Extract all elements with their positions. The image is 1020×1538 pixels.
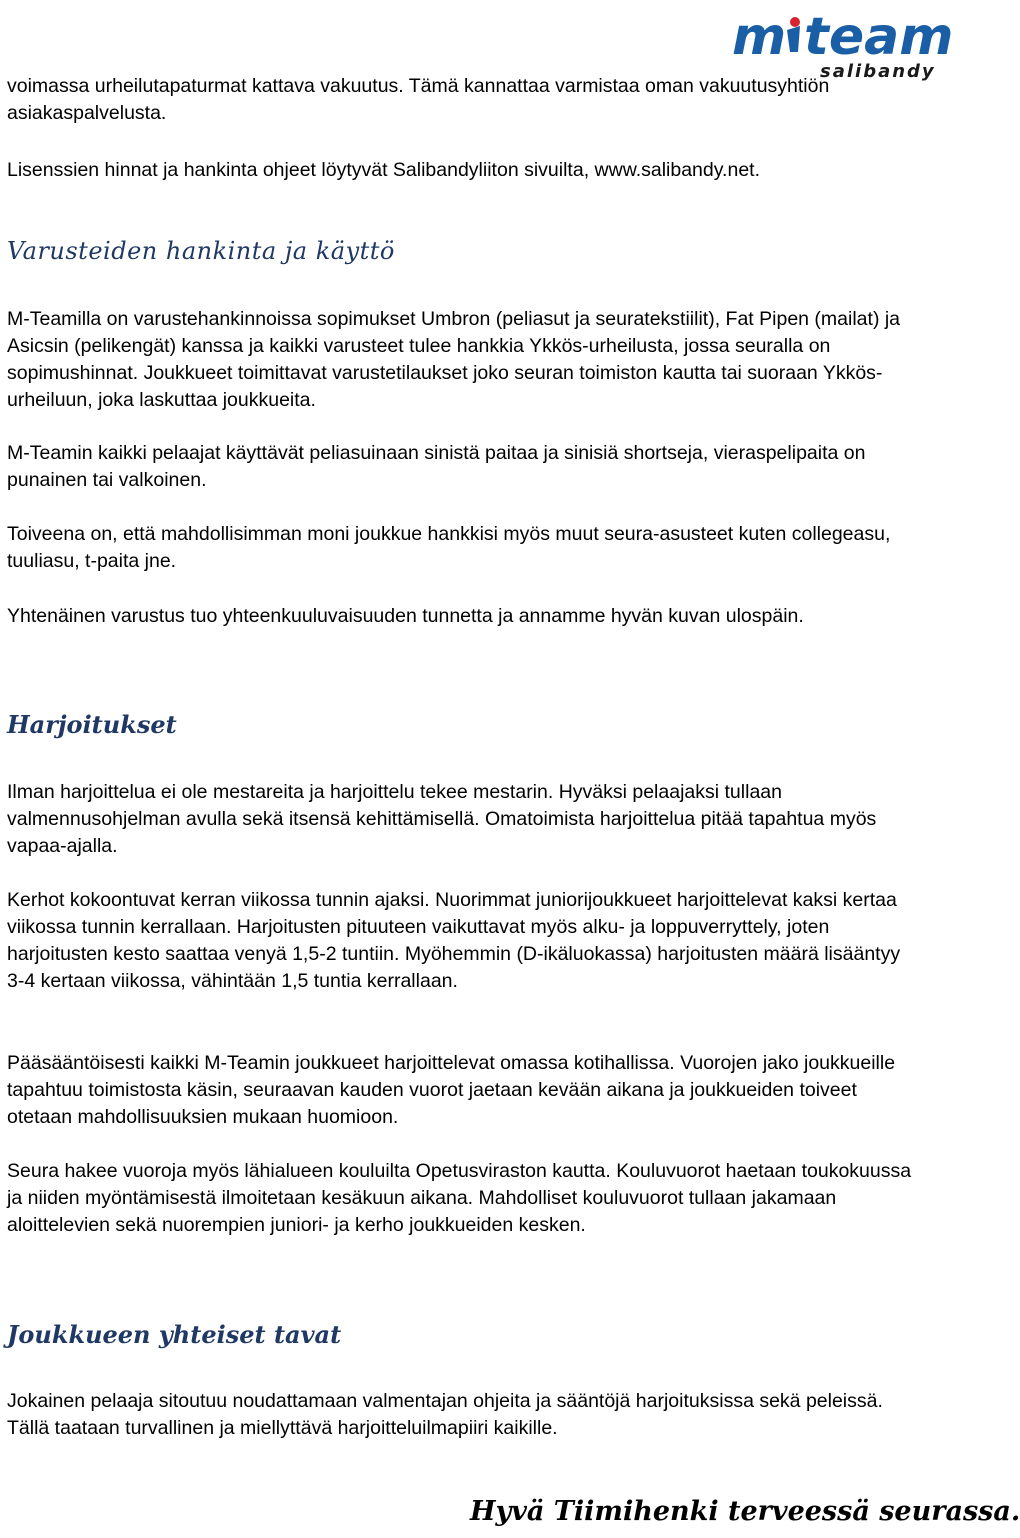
intro-license-paragraph: Lisenssien hinnat ja hankinta ohjeet löytyvät Salibandyliiton sivuilta, www.salibandy.net. xyxy=(7,159,760,181)
team-spirit-slogan: Hyvä Tiimihenki terveessä seurassa. xyxy=(470,1496,1020,1527)
m-team-salibandy-logo xyxy=(732,2,956,80)
equipment-paragraph-2: M-Teamin kaikki pelaajat käyttävät peliasuinaan sinistä paitaa ja sinisiä shortseja, vieraspelipaita on punainen tai valkoinen. xyxy=(7,442,866,491)
intro-insurance-paragraph: voimassa urheilutapaturmat kattava vakuutus. Tämä kannattaa varmistaa oman vakuutusyhtiön asiakaspalvelusta. xyxy=(7,75,830,124)
team-habits-paragraph: Jokainen pelaaja sitoutuu noudattamaan valmentajan ohjeita ja sääntöjä harjoituksissa sekä peleissä. Tällä taataan turvallinen ja miellyttävä harjoitteluilmapiiri kaikille. xyxy=(7,1390,883,1439)
equipment-paragraph-1: M-Teamilla on varustehankinnoissa sopimukset Umbron (peliasut ja seuratekstiilit), Fat Pipen (mailat) ja Asicsin (pelikengät) kanssa ja kaikki varusteet tulee hankkia Ykkös-urheilusta, jossa seuralla on sopimushinnat. Joukkueet toimittavat varustetilaukset joko seuran toimiston kautta tai suoraan Ykkös-urheiluun, joka laskuttaa joukkueita. xyxy=(7,308,901,411)
svg-text:m: m xyxy=(732,7,787,67)
training-paragraph-4: Seura hakee vuoroja myös lähialueen kouluilta Opetusviraston kautta. Kouluvuorot haetaan toukokuussa ja niiden myöntämisestä ilmoitetaan kesäkuun aikana. Mahdolliset kouluvuorot tullaan jakamaan aloittelevien sekä nuorempien juniori- ja kerho joukkueiden kesken. xyxy=(7,1160,912,1236)
equipment-paragraph-4: Yhtenäinen varustus tuo yhteenkuuluvaisuuden tunnetta ja annamme hyvän kuvan ulospäin. xyxy=(7,605,804,627)
svg-text:team: team xyxy=(804,7,954,67)
training-paragraph-1: Ilman harjoittelua ei ole mestareita ja harjoittelu tekee mestarin. Hyväksi pelaajaksi tullaan valmennusohjelman avulla sekä itsensä kehittämisellä. Omatoimista harjoittelua pitää tapahtua myös vapaa-ajalla. xyxy=(7,781,877,857)
heading-equipment: Varusteiden hankinta ja käyttö xyxy=(7,237,395,265)
training-paragraph-3: Pääsääntöisesti kaikki M-Teamin joukkueet harjoittelevat omassa kotihallissa. Vuorojen jako joukkueille tapahtuu toimistosta käsin, seuraavan kauden vuorot jaetaan kevään aikana ja joukkueiden toiveet otetaan mahdollisuuksien mukaan huomioon. xyxy=(7,1052,896,1128)
training-paragraph-2: Kerhot kokoontuvat kerran viikossa tunnin ajaksi. Nuorimmat juniorijoukkueet harjoittelevat kaksi kertaa viikossa tunnin kerrallaan. Harjoitusten pituuteen vaikuttavat myös alku- ja loppuverryttely, joten harjoitusten kesto saattaa venyä 1,5-2 tuntiin. Myöhemmin (D-ikäluokassa) harjoitusten määrä lisääntyy 3-4 kertaan viikossa, vähintään 1,5 tuntia kerrallaan. xyxy=(7,889,901,992)
heading-team-habits: Joukkueen yhteiset tavat xyxy=(7,1320,342,1349)
equipment-paragraph-3: Toiveena on, että mahdollisimman moni joukkue hankkisi myös muut seura-asusteet kuten collegeasu, tuuliasu, t-paita jne. xyxy=(7,523,891,572)
svg-text:salibandy: salibandy xyxy=(820,61,936,82)
heading-training: Harjoitukset xyxy=(7,710,177,739)
